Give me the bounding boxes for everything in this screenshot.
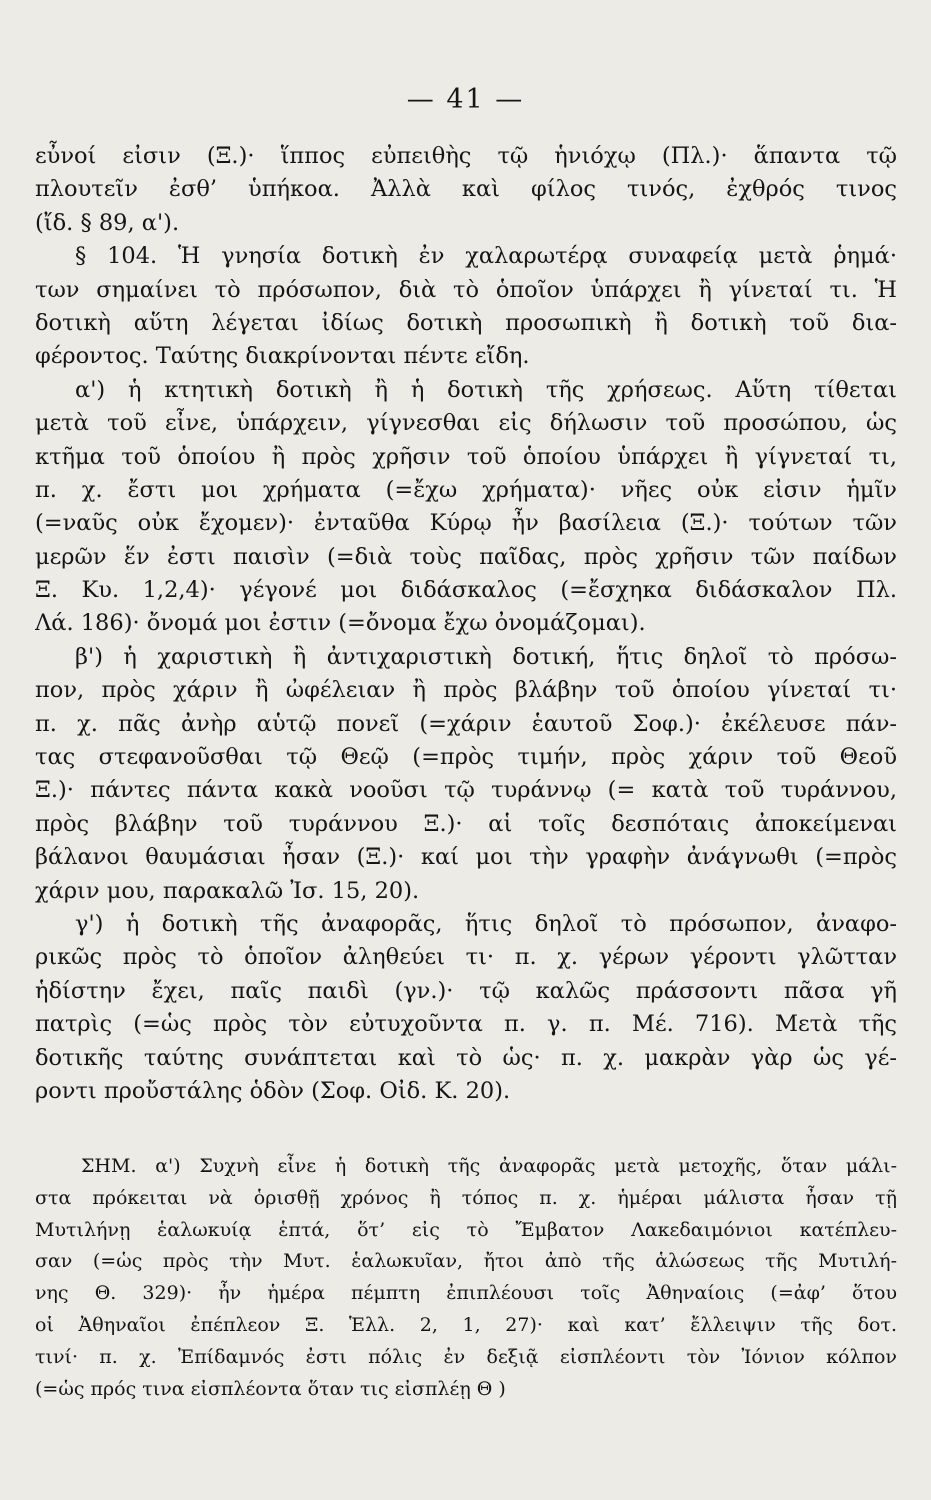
text-line: ροντι προὔστάλης ὁδὸν (Σοφ. Οἰδ. Κ. 20). <box>35 1077 511 1104</box>
text-line: πατρὶς (=ὡς πρὸς τὸν εὐτυχοῦντα π. γ. π. Μέ. 716). Μετὰ τῆς <box>35 1011 897 1038</box>
subsection-a-start: α') ἡ κτητικὴ δοτικὴ ἢ ἡ δοτικὴ τῆς χρήσεως. Αὕτη τίθεται <box>75 376 897 403</box>
text-line: δοτικὴ αὕτη λέγεται ἰδίως δοτικὴ προσωπικὴ ἢ δοτικὴ τοῦ δια- <box>35 309 897 336</box>
note-line: (=ὡς πρός τινα εἰσπλέοντα ὅταν τις εἰσπλέῃ Θ ) <box>35 1377 506 1400</box>
text-line: π. χ. πᾶς ἀνὴρ αὑτῷ πονεῖ (=χάριν ἑαυτοῦ Σοφ.)· ἐκέλευσε πάν- <box>35 710 897 737</box>
text-line: κτῆμα τοῦ ὁποίου ἢ πρὸς χρῆσιν τοῦ ὁποίου ὑπάρχει ἢ γίγνεταί τι, <box>35 443 897 470</box>
text-line: Ξ. Κυ. 1,2,4)· γέγονέ μοι διδάσκαλος (=ἔσχηκα διδάσκαλον Πλ. <box>35 577 897 604</box>
note-line: νης Θ. 329)· ἦν ἡμέρα πέμπτη ἐπιπλέουσι τοῖς Ἀθηναίοις (=ἀφ’ ὅτου <box>35 1282 897 1305</box>
page-number: — 41 — <box>406 84 525 115</box>
text-line: πρὸς βλάβην τοῦ τυράννου Ξ.)· αἱ τοῖς δεσπόταις ἀποκείμεναι <box>35 810 897 837</box>
text-line: φέροντος. Ταύτης διακρίνονται πέντε εἴδη. <box>35 343 530 370</box>
text-line: (=ναῦς οὐκ ἔχομεν)· ἐνταῦθα Κύρῳ ἦν βασίλεια (Ξ.)· τούτων τῶν <box>35 510 897 537</box>
text-line: Λά. 186)· ὄνομά μοι ἐστιν (=ὄνομα ἔχω ὀνομάζομαι). <box>35 610 646 637</box>
text-line: Ξ.)· πάντες πάντα κακὰ νοοῦσι τῷ τυράννῳ (= κατὰ τοῦ τυράννου, <box>35 777 897 804</box>
text-line: π. χ. ἔστι μοι χρήματα (=ἔχω χρήματα)· νῆες οὐκ εἰσιν ἡμῖν <box>35 476 897 503</box>
note-line: σαν (=ὡς πρὸς τὴν Μυτ. ἑαλωκυῖαν, ἤτοι ἀπὸ τῆς ἁλώσεως τῆς Μυτιλή- <box>35 1250 897 1273</box>
text-line: ρικῶς πρὸς τὸ ὁποῖον ἀληθεύει τι· π. χ. γέρων γέροντι γλῶτταν <box>35 944 897 971</box>
text-line: βάλανοι θαυμάσιαι ἦσαν (Ξ.)· καί μοι τὴν γραφὴν ἀνάγνωθι (=πρὸς <box>35 844 897 871</box>
note-block <box>35 1151 897 1405</box>
text-line: (ἴδ. § 89, α'). <box>35 209 180 236</box>
text-line: χάριν μου, παρακαλῶ Ἰσ. 15, 20). <box>35 877 420 904</box>
note-line: τινί· π. χ. Ἐπίδαμνός ἐστι πόλις ἐν δεξιᾷ εἰσπλέοντι τὸν Ἰόνιον κόλπον <box>35 1345 897 1368</box>
note-line: στα πρόκειται νὰ ὁρισθῇ χρόνος ἢ τόπος π. χ. ἡμέραι μάλιστα ἦσαν τῇ <box>35 1186 897 1209</box>
text-line: ἡδίστην ἔχει, παῖς παιδὶ (γν.)· τῷ καλῶς πράσσοντι πᾶσα γῆ <box>35 977 897 1004</box>
subsection-c-start: γ') ἡ δοτικὴ τῆς ἀναφορᾶς, ἥτις δηλοῖ τὸ πρόσωπον, ἀναφο- <box>75 910 897 937</box>
main-text <box>35 140 897 1108</box>
subsection-b-start: β') ἡ χαριστικὴ ἢ ἀντιχαριστικὴ δοτική, ἥτις δηλοῖ τὸ πρόσω- <box>75 643 897 670</box>
text-line: εὖνοί εἰσιν (Ξ.)· ἵππος εὐπειθὴς τῷ ἡνιόχῳ (Πλ.)· ἅπαντα τῷ <box>35 143 897 169</box>
text-line: πον, πρὸς χάριν ἢ ὠφέλειαν ἢ πρὸς βλάβην τοῦ ὁποίου γίνεταί τι· <box>35 677 897 704</box>
note-line: ΣΗΜ. α') Συχνὴ εἶνε ἡ δοτικὴ τῆς ἀναφορᾶς μετὰ μετοχῆς, ὅταν μάλι- <box>81 1155 897 1177</box>
text-line: των σημαίνει τὸ πρόσωπον, διὰ τὸ ὁποῖον ὑπάρχει ἢ γίνεταί τι. Ἡ <box>35 276 897 303</box>
text-line: μετὰ τοῦ εἶνε, ὑπάρχειν, γίγνεσθαι εἰς δήλωσιν τοῦ προσώπου, ὡς <box>35 410 897 437</box>
note-line: Μυτιλήνῃ ἑαλωκυίᾳ ἑπτά, ὅτ’ εἰς τὸ Ἔμβατον Λακεδαιμόνιοι κατέπλευ- <box>35 1218 897 1241</box>
text-line: μερῶν ἕν ἐστι παισὶν (=διὰ τοὺς παῖδας, πρὸς χρῆσιν τῶν παίδων <box>35 543 897 570</box>
section-104-start: § 104. Ἡ γνησία δοτικὴ ἐν χαλαρωτέρᾳ συναφείᾳ μετὰ ῥημά· <box>75 243 897 270</box>
text-line: δοτικῆς ταύτης συνάπτεται καὶ τὸ ὡς· π. χ. μακρὰν γὰρ ὡς γέ- <box>35 1044 897 1071</box>
text-line: πλουτεῖν ἐσθ’ ὑπήκοα. Ἀλλὰ καὶ φίλος τινός, ἐχθρός τινος <box>35 176 897 203</box>
note-line: οἱ Ἀθηναῖοι ἐπέπλεον Ξ. Ἑλλ. 2, 1, 27)· καὶ κατ’ ἔλλειψιν τῆς δοτ. <box>35 1313 897 1336</box>
text-line: τας στεφανοῦσθαι τῷ Θεῷ (=πρὸς τιμήν, πρὸς χάριν τοῦ Θεοῦ <box>35 744 897 771</box>
